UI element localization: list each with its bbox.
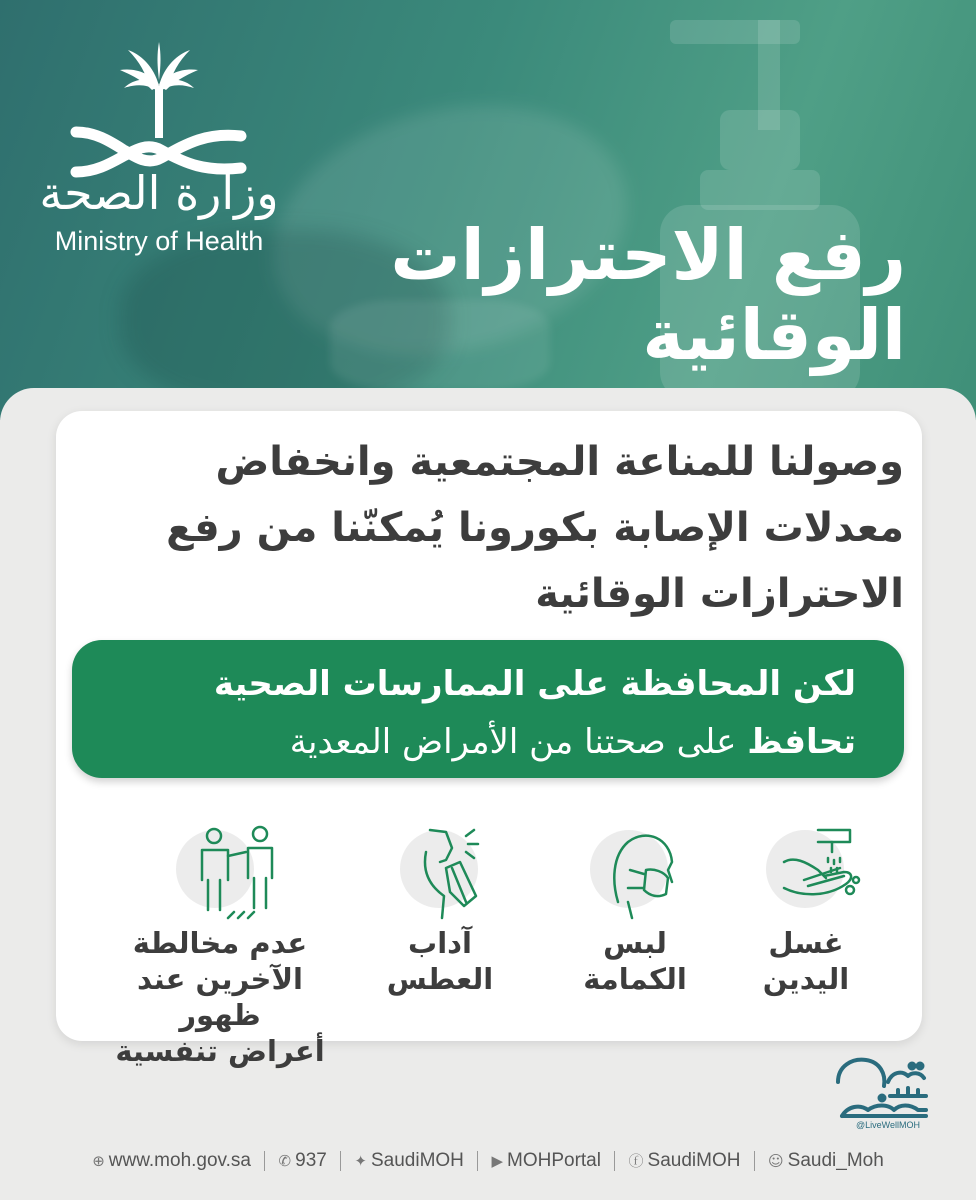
intro-line1: وصولنا للمناعة المجتمعية وانخفاض (215, 439, 904, 485)
distance-label-line2: الآخرين عند ظهور (137, 962, 303, 1032)
sneeze-icon (396, 822, 506, 922)
website-text: www.moh.gov.sa (108, 1150, 251, 1171)
page-title-line2: الوقائية (642, 294, 906, 376)
intro-line2: معدلات الإصابة بكورونا يُمكنّنا من رفع (166, 505, 904, 551)
facebook-text: SaudiMOH (647, 1150, 741, 1171)
youtube-text: MOHPortal (507, 1150, 601, 1171)
phone-link[interactable] (279, 1150, 327, 1172)
phone-text: 937 (295, 1150, 327, 1171)
sneeze-label-line1: آداب (408, 926, 472, 960)
snapchat-icon: ☺ (768, 1152, 784, 1170)
distance-label-line3: أعراض تنفسية (115, 1034, 325, 1068)
snapchat-link[interactable] (768, 1150, 884, 1172)
twitter-icon: ✦ (354, 1152, 367, 1170)
intro-line3: الاحترازات الوقائية (535, 571, 904, 617)
youtube-link[interactable] (491, 1150, 601, 1172)
globe-icon: ⊕ (92, 1152, 105, 1170)
website-link[interactable] (92, 1150, 251, 1172)
mask-label-line1: لبس (603, 926, 667, 960)
ministry-name-arabic: وزارة الصحة (39, 166, 279, 220)
handwash-label (726, 925, 886, 997)
banner-line2-rest: على صحتنا من الأمراض المعدية (289, 722, 748, 762)
footer-divider (477, 1151, 478, 1171)
sneeze-label-line2: العطس (386, 962, 494, 996)
phone-icon: ✆ (278, 1152, 292, 1170)
footer-divider (754, 1151, 755, 1171)
footer-divider (264, 1151, 265, 1171)
snapchat-text: Saudi_Moh (787, 1150, 884, 1171)
youtube-icon: ▶ (491, 1152, 503, 1170)
banner-line2-bold: تحافظ (747, 722, 856, 762)
page-title-line1: رفع الاحترازات (390, 214, 906, 296)
campaign-tag: @LiveWellMOH (856, 1120, 920, 1130)
banner-line1: لكن المحافظة على الممارسات الصحية (213, 664, 856, 704)
mask-label (555, 925, 715, 997)
footer-links (0, 1150, 976, 1182)
mask-icon (588, 822, 698, 922)
distance-label-line1: عدم مخالطة (132, 926, 308, 960)
handwash-icon (770, 822, 880, 922)
banner-line2 (96, 718, 856, 766)
mask-label-line2: الكمامة (583, 962, 687, 996)
handwash-label-line1: غسل (768, 926, 844, 960)
twitter-link[interactable] (354, 1150, 464, 1172)
handwash-label-line2: اليدين (762, 962, 850, 996)
distance-label (110, 925, 330, 1069)
sneeze-label (360, 925, 520, 997)
twitter-text: SaudiMOH (370, 1150, 464, 1171)
distance-icon (188, 822, 298, 922)
facebook-icon: ⓕ (628, 1152, 644, 1170)
footer-divider (340, 1151, 341, 1171)
ministry-name-english: Ministry of Health (54, 226, 264, 256)
facebook-link[interactable] (629, 1150, 741, 1172)
footer-divider (614, 1151, 615, 1171)
